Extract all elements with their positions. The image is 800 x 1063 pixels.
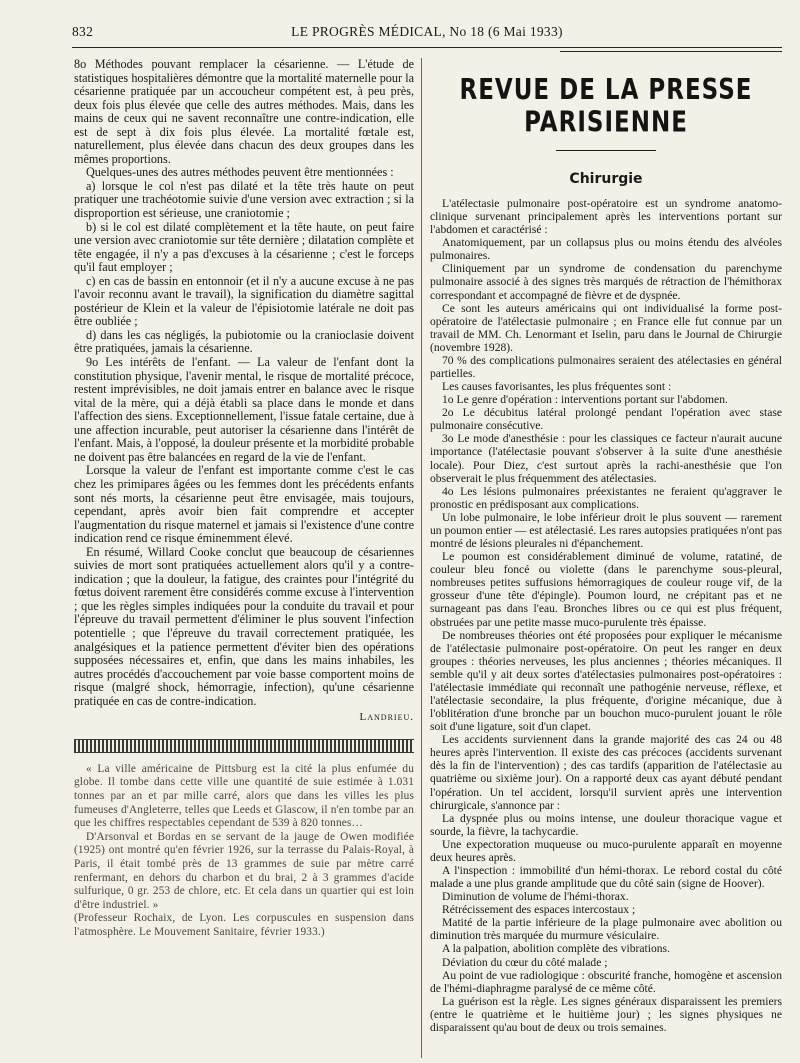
article-paragraph: La dyspnée plus ou moins intense, une douleur thoracique vague et sourde, la fièvre, la tachycardie. bbox=[430, 811, 782, 838]
article-paragraph: Un lobe pulmonaire, le lobe inférieur droit le plus souvent — rarement un poumon entier — est atélectasié. Les rares autopsies pratiquées n'ont pas montré de lésions pleurales ni d'épanchement. bbox=[430, 510, 782, 551]
paragraph-methodes-intro: Quelques-unes des autres méthodes peuvent être mentionnées : bbox=[86, 165, 394, 180]
article-paragraph: Anatomiquement, par un collapsus plus ou moins étendu des alvéoles pulmonaires. bbox=[430, 236, 782, 263]
article-paragraph: Les accidents surviennent dans la grande majorité des cas 24 ou 48 heures après l'intervention. Il existe des cas précoces (accidents survenant dès la fin de l'intervention) ; des cas tardifs (apparition de l'atélectasie au quatrième ou sixième jour). On a rapporté deux cas ayant débuté pendant l'opération. Un tel accident, lorsqu'il survient après une intervention chirurgicale, s'annonce par : bbox=[430, 733, 782, 812]
page-number: 832 bbox=[72, 24, 94, 39]
article-paragraph: Cliniquement par un syndrome de condensation du parenchyme pulmonaire associé à des signes très marqués de rétraction de l'hémithorax correspondant et accompagné de fièvre et de dyspnée. bbox=[430, 262, 782, 302]
review-title: REVUE DE LA PRESSE PARISIENNE bbox=[459, 74, 753, 139]
quote-paragraph: D'Arsonval et Bordas en se servant de la jauge de Owen modifiée (1925) ont montré qu'en février 1926, sur la terrasse du Palais-Royal, à Paris, il était tombé près de 13 grammes de suie par mètre carré renfermant, en dehors du charbon et du brai, 2 à 3 grammes d'acide sulfurique, 0 gr. 253 de chlore, etc. Et cela dans un quartier qui est loin d'être industriel. » bbox=[74, 830, 414, 911]
ornamental-divider bbox=[74, 739, 414, 753]
article-paragraph: Rétrécissement des espaces intercostaux ; bbox=[442, 903, 636, 917]
header-rule-secondary bbox=[560, 51, 782, 52]
article-paragraph: Les causes favorisantes, les plus fréquentes sont : bbox=[442, 380, 672, 394]
smoke-quote bbox=[74, 763, 414, 940]
quote-citation: (Professeur Rochaix, de Lyon. Les corpuscules en suspension dans l'atmosphère. Le Mouvement Sanitaire, février 1933.) bbox=[74, 912, 414, 938]
article-paragraph: Le poumon est considérablement diminué de volume, ratatiné, de couleur bleu foncé ou violette (dans le parenchyme sous-pleural, nombreuses petites suffusions hémorragiques de couleur rouge vif, de la grosseur d'une tête d'épingle). Poumon lourd, ne crépitant pas et ne surnageant pas dans l'eau. Bronches libres ou ce qui est plus fréquent, obstruées par une petite masse muco-purulente très épaisse. bbox=[430, 550, 782, 629]
paragraph-interets-enfant: 9o Les intérêts de l'enfant. — La valeur de l'enfant dont la constitution physique, l'avenir mental, le risque de mortalité précoce, restent imprévisibles, ne doit jamais entrer en balance avec le risque vital de la mère, qui a déjà établi sa place dans le monde et dans l'affection des siens. Exceptionnellement, l'issue fatale certaine, due à une affection incurable, peut autoriser la césarienne dans l'intérêt de l'enfant. Mais, à l'opposé, la douleur présente et la morbidité probable ne doivent pas être balancées en regard de la vie de l'enfant. bbox=[74, 355, 414, 464]
article-paragraph: 2o Le décubitus latéral prolongé pendant l'opération avec stase pulmonaire consécutive. bbox=[430, 406, 782, 433]
article-paragraph: Diminution de volume de l'hémi-thorax. bbox=[442, 890, 629, 904]
section-heading: Chirurgie bbox=[569, 171, 643, 187]
article-paragraph: A la palpation, abolition complète des vibrations. bbox=[442, 942, 670, 956]
running-header bbox=[72, 22, 782, 44]
quote-paragraph: « La ville américaine de Pittsburg est la cité la plus enfumée du globe. Il tombe dans cette ville une quantité de suie estimée à 1.031 tonnes par an et par mille carré, alors que dans les villes les plus fumeuses d'Angleterre, telles que Leeds et Glascow, il n'en tombe par an que les chiffres respectables cependant de 539 à 820 tonnes… bbox=[74, 762, 414, 830]
paragraph-methodes: 8o Méthodes pouvant remplacer la césarienne. — L'étude de statistiques hospitalières démontre que la mortalité maternelle pour la césarienne pratiquée par un accoucheur compétent est, à peu près, deux fois plus élevée que celle des autres méthodes. Mais, dans les mains de ceux qui ne savent reconnaître une contre-indication, elle est de sept à dix fois plus élevée. La mortalité fœtale est, naturellement, plus élevée dans chacun des deux groupes dans les mêmes proportions. bbox=[74, 57, 414, 166]
paragraph-valeur-enfant: Lorsque la valeur de l'enfant est importante comme c'est le cas chez les primipares âgées ou les femmes dont les précédents enfants sont nés morts, la césarienne peut être envisagée, mais toujours, cependant, après avoir bien fait comprendre et accepter l'augmentation du risque maternel et jamais si l'existence d'une contre indication rend ce risque éminemment élevé. bbox=[74, 463, 414, 546]
article-paragraph: Ce sont les auteurs américains qui ont individualisé la forme post-opératoire de l'atélectasie pulmonaire ; en France elle fut connue par un travail de MM. Ch. Lenormant et Iselin, paru dans le Journal de Chirurgie (novembre 1928). bbox=[430, 301, 782, 354]
article-paragraph: La guérison est la règle. Les signes généraux disparaissent les premiers (entre le quatrième et le huitième jour) ; les signes physiques ne disparaissent qu'au bout de deux ou trois semaines. bbox=[430, 994, 782, 1034]
article-paragraph: Matité de la partie inférieure de la plage pulmonaire avec abolition ou diminution très marquée du murmure vésiculaire. bbox=[430, 916, 782, 943]
article-paragraph: Au point de vue radiologique : obscurité franche, homogène et ascension de l'hémi-diaphragme paralysé de ce même côté. bbox=[430, 968, 782, 995]
article-paragraph: 1o Le genre d'opération : interventions portant sur l'abdomen. bbox=[442, 393, 728, 407]
article-paragraph: A l'inspection : immobilité d'un hémi-thorax. Le rebord costal du côté malade a une plus grande amplitude que du côté sain (signe de Hoover). bbox=[430, 863, 782, 891]
paragraph-resume: En résumé, Willard Cooke conclut que beaucoup de césariennes suivies de mort sont pratiquées actuellement alors qu'il y a contre-indication ; que la douleur, la fatigue, des craintes pour l'intégrité du fœtus doivent rarement être considérés comme excuse à l'intervention ; que les règles simples indiquées pour la conduite du travail et pour l'épreuve du travail permettent d'éliminer le plus souvent l'infection potentielle ; que l'épreuve du travail correctement pratiquée, les analgésiques et la patience permettent d'éviter bien des opérations supposées nécessaires et, enfin, que dans les mains inhabiles, les autres procédés d'accouchement par voie basse comportent moins de risque (malgré shock, hémorragie, infection), qu'une césarienne pratiquée en cas de contre-indication. bbox=[74, 544, 414, 708]
paragraph-item-c: c) en cas de bassin en entonnoir (et il n'y a aucune excuse à ne pas l'avoir reconnu avant le travail), la signification du diamètre sagittal postérieur de Klein et la valeur de l'épisiotomie latérale ne doit pas être oubliée ; bbox=[74, 273, 414, 329]
article-paragraph: Déviation du cœur du côté malade ; bbox=[442, 955, 608, 969]
header-rule bbox=[72, 47, 782, 48]
article-paragraph: 3o Le mode d'anesthésie : pour les classiques ce facteur n'aurait aucune importance (l'atélectasie pouvant s'observer à la suite d'une anesthésie locale). Pour Diez, c'est surtout après la rachi-anesthésie que l'on observerait le plus fréquemment des atélectasies. bbox=[430, 432, 782, 485]
article-paragraph: 70 % des complications pulmonaires seraient des atélectasies en général partielles. bbox=[430, 353, 782, 381]
author-signature: Landrieu. bbox=[359, 711, 414, 724]
article-body bbox=[430, 197, 782, 1034]
article-paragraph: Une expectoration muqueuse ou muco-purulente apparaît en moyenne deux heures après. bbox=[430, 837, 782, 864]
article-paragraph: 4o Les lésions pulmonaires préexistantes ne feraient qu'aggraver le pronostic en prédisposant aux complications. bbox=[430, 484, 782, 511]
paragraph-item-d: d) dans les cas négligés, la pubiotomie ou la cranioclasie doivent être pratiquées, jamais la césarienne. bbox=[74, 327, 414, 356]
running-title: LE PROGRÈS MÉDICAL, No 18 (6 Mai 1933) bbox=[291, 24, 563, 39]
paragraph-item-b: b) si le col est dilaté complètement et la tête haute, on peut faire une version avec craniotomie sur tête dernière ; dilatation complète et tête engagée, il n'y a pas d'excuses à la césarienne ; c'est le forceps qu'il faut employer ; bbox=[74, 219, 414, 275]
article-paragraph: L'atélectasie pulmonaire post-opératoire est un syndrome anatomo-clinique survenant principalement après les interventions portant sur l'abdomen et caractérisé : bbox=[430, 197, 782, 237]
title-rule bbox=[556, 150, 656, 151]
paragraph-item-a: a) lorsque le col n'est pas dilaté et la tête très haute on peut pratiquer une trachéotomie suivie d'une version avec extraction ; si la disproportion est sérieuse, une craniotomie ; bbox=[74, 178, 414, 221]
right-column bbox=[430, 58, 782, 1034]
article-paragraph: De nombreuses théories ont été proposées pour expliquer le mécanisme de l'atélectasie pulmonaire post-opératoire. On peut les ranger en deux groupes : théories nerveuses, les plus anciennes ; théories mécaniques. Il semble qu'il y ait deux sortes d'atélectasies pulmonaires post-opératoires : l'atélectasie immédiate qui reconnaît une pathogénie nerveuse, réflexe, et l'atélectasie secondaire, la plus fréquente, d'origine mécanique, due à l'oblitération d'une bronche par un bouchon muco-purulent jouant le rôle soit d'une ligature, soit d'un clapet. bbox=[430, 628, 782, 734]
left-column bbox=[74, 58, 414, 940]
column-divider bbox=[421, 58, 422, 1058]
